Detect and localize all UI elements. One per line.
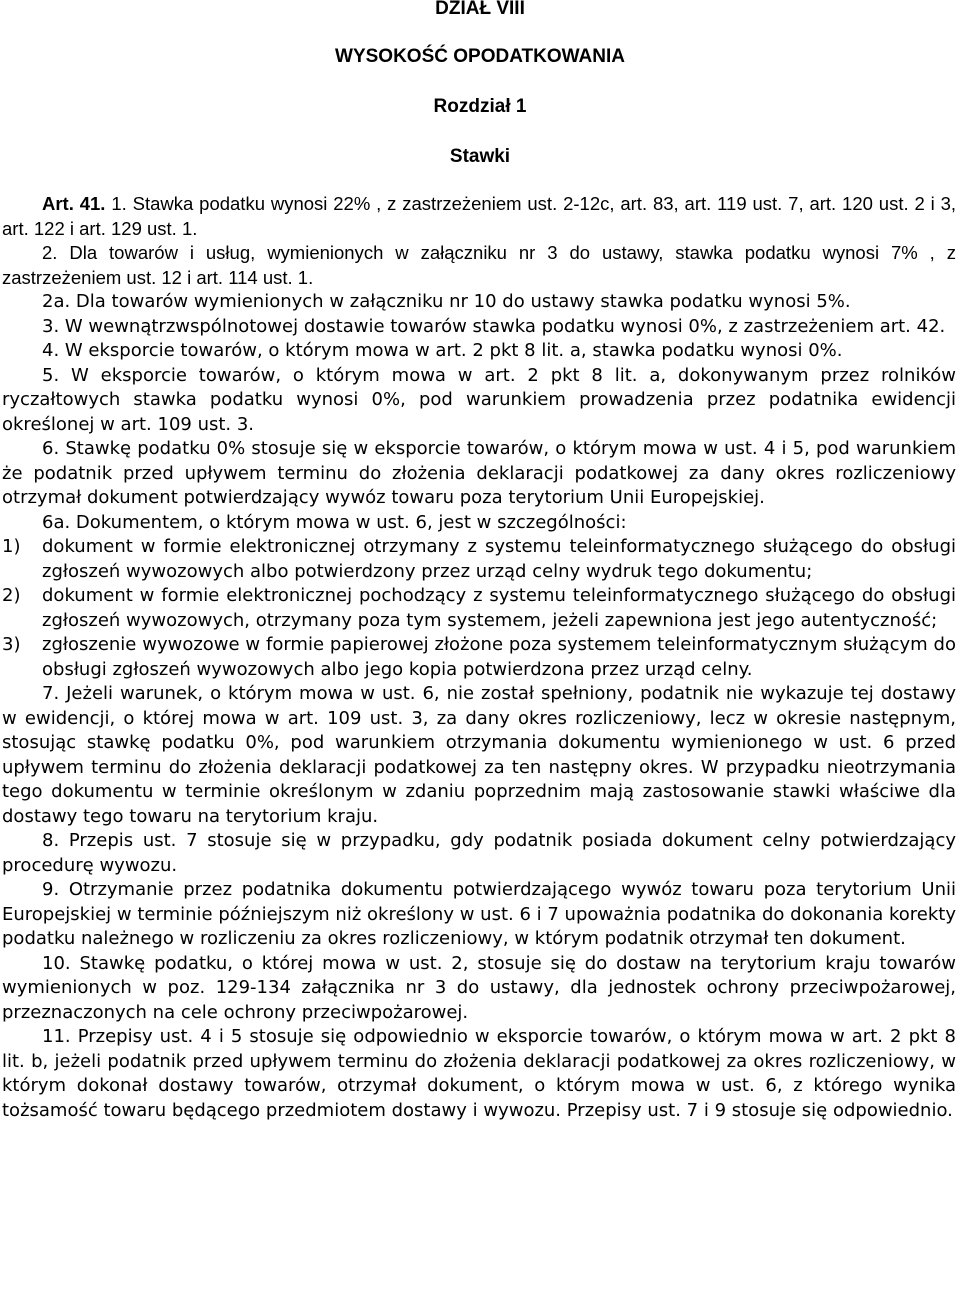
article-body — [2, 192, 956, 1123]
article-paragraph-6a: 6a. Dokumentem, o którym mowa w ust. 6, jest w szczególności: — [42, 511, 627, 533]
division-title: WYSOKOŚĆ OPODATKOWANIA — [335, 46, 625, 67]
list-item-text: zgłoszenie wywozowe w formie papierowej złożone poza systemem teleinformatycznym służącym do obsługi zgłoszeń wywozowych albo jego kopia potwierdzona przez urząd celny. — [42, 634, 956, 680]
article-paragraph-6: 6. Stawkę podatku 0% stosuje się w eksporcie towarów, o którym mowa w ust. 4 i 5, pod warunkiem że podatnik przed upływem terminu do złożenia deklaracji podatkowej za dany okres rozliczeniowy otrzymał dokument potwierdzający wywóz towaru poza terytorium Unii Europejskiej. — [2, 438, 956, 508]
paragraph-1-text: 1. Stawka podatku wynosi 22% , z zastrzeżeniem ust. 2-12c, art. 83, art. 119 ust. 7, art. 120 ust. 2 i 3, art. 122 i art. 129 ust. 1. — [2, 193, 957, 239]
list-item-text: dokument w formie elektronicznej otrzymany z systemu teleinformatycznego służącego do obsługi zgłoszeń wywozowych albo potwierdzony przez urząd celny wydruk tego dokumentu; — [42, 536, 956, 582]
article-paragraph-5: 5. W eksporcie towarów, o którym mowa w art. 2 pkt 8 lit. a, dokonywanym przez rolników ryczałtowych stawka podatku wynosi 0%, pod warunkiem prowadzenia przez podatnika ewidencji określonej w art. 109 ust. 3. — [2, 364, 956, 435]
list-item — [2, 633, 956, 682]
article-paragraph-3: 3. W wewnątrzwspólnotowej dostawie towarów stawka podatku wynosi 0%, z zastrzeżeniem art. 42. — [42, 315, 946, 337]
list-item-number: 1) — [2, 536, 21, 557]
article-paragraph-8: 8. Przepis ust. 7 stosuje się w przypadku, gdy podatnik posiada dokument celny potwierdzający procedurę wywozu. — [2, 830, 956, 876]
article-paragraph-4: 4. W eksporcie towarów, o którym mowa w art. 2 pkt 8 lit. a, stawka podatku wynosi 0%. — [42, 340, 843, 361]
division-heading: DZIAŁ VIII — [435, 0, 525, 19]
article-paragraph-11: 11. Przepisy ust. 4 i 5 stosuje się odpowiednio w eksporcie towarów, o którym mowa w art. 2 pkt 8 lit. b, jeżeli podatnik przed upływem terminu do złożenia deklaracji podatkowej za okres rozliczeniowy, w którym dokonał dostawy towarów, otrzymał dokument, o którym mowa w ust. 6, z którego wynika tożsamość towaru będącego przedmiotem dostawy i wywozu. Przepisy ust. 7 i 9 stosuje się odpowiednio. — [2, 1026, 956, 1121]
list-item-number: 3) — [2, 634, 21, 655]
article-paragraph-1 — [2, 192, 956, 241]
article-paragraph-10: 10. Stawkę podatku, o której mowa w ust. 2, stosuje się do dostaw na terytorium kraju towarów wymienionych w poz. 129-134 załącznika nr 3 do ustawy, dla jednostek ochrony przeciwpożarowej, przeznaczonych na cele ochrony przeciwpożarowej. — [2, 952, 956, 1023]
list-item-number: 2) — [2, 585, 21, 606]
article-paragraph-9: 9. Otrzymanie przez podatnika dokumentu potwierdzającego wywóz towaru poza terytorium Unii Europejskiej w terminie późniejszym niż określony w ust. 6 i 7 upoważnia podatnika do dokonania korekty podatku należnego w rozliczeniu za okres rozliczeniowy, w którym podatnik otrzymał ten dokument. — [2, 879, 956, 949]
section-heading: Stawki — [449, 146, 511, 167]
article-paragraph-7: 7. Jeżeli warunek, o którym mowa w ust. 6, nie został spełniony, podatnik nie wykazuje tej dostawy w ewidencji, o której mowa w art. 109 ust. 3, za dany okres rozliczeniowy, lecz w okresie następnym, stosując stawkę podatku 0%, pod warunkiem otrzymania dokumentu wymienionego w ust. 6 przed upływem terminu do złożenia deklaracji podatkowej za ten następny okres. W przypadku nieotrzymania tego dokumentu w terminie określonym w zdaniu poprzednim mają zastosowanie stawki właściwe dla dostawy tego towaru na terytorium kraju. — [2, 683, 956, 827]
article-paragraph-2a: 2a. Dla towarów wymienionych w załączniku nr 10 do ustawy stawka podatku wynosi 5%. — [42, 291, 851, 312]
list-item-text: dokument w formie elektronicznej pochodzący z systemu teleinformatycznego służącego do obsługi zgłoszeń wywozowych, otrzymany poza tym systemem, jeżeli zapewniona jest jego autentyczność; — [42, 585, 956, 631]
article-label: Art. 41. — [42, 193, 106, 214]
article-paragraph-2: 2. Dla towarów i usług, wymienionych w załączniku nr 3 do ustawy, stawka podatku wynosi 7% , z zastrzeżeniem ust. 12 i art. 114 ust. 1. — [2, 242, 956, 288]
list-item — [2, 535, 956, 584]
chapter-heading: Rozdział 1 — [433, 96, 527, 117]
list-item — [2, 584, 956, 633]
